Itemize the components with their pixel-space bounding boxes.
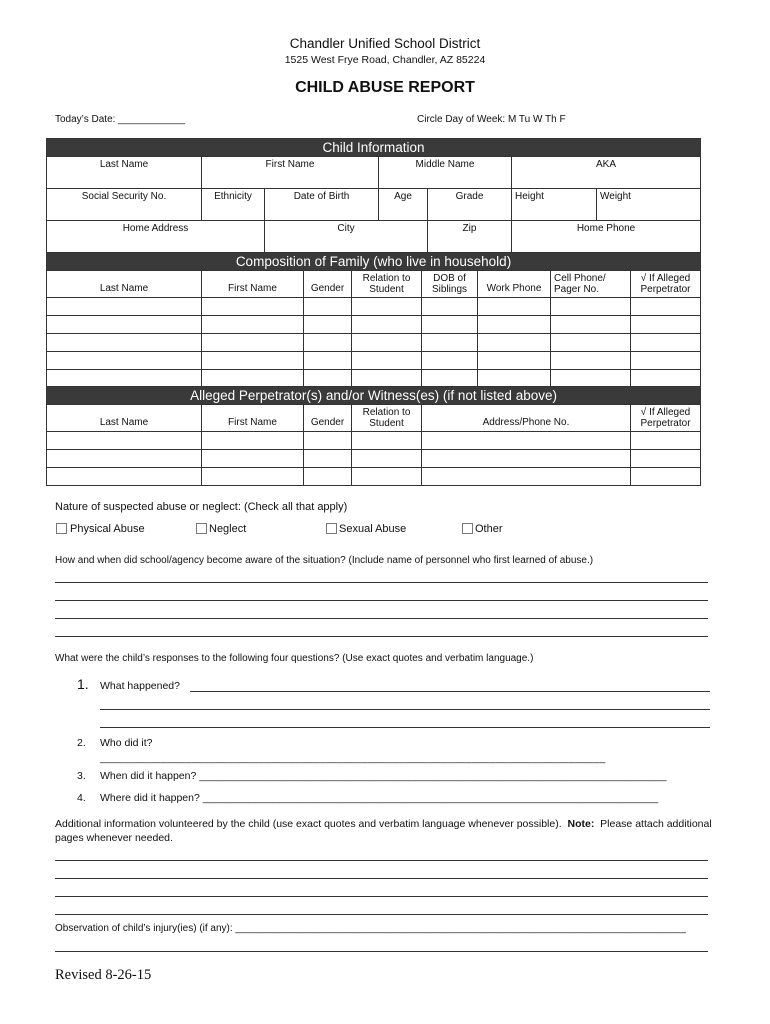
family-row[interactable]: [47, 316, 701, 334]
date-of-birth-field[interactable]: Date of Birth: [265, 189, 379, 221]
additional-info-answer-line[interactable]: [55, 896, 708, 897]
aka-field[interactable]: AKA: [512, 157, 701, 189]
family-composition-table: [46, 252, 701, 388]
perp-col-relation: Relation to Student: [352, 405, 422, 432]
child-information-header: Child Information: [47, 139, 701, 157]
todays-date-field[interactable]: Today’s Date: ____________: [55, 114, 185, 125]
perp-col-last-name: Last Name: [47, 405, 202, 432]
ethnicity-field[interactable]: Ethnicity: [202, 189, 265, 221]
middle-name-field[interactable]: Middle Name: [379, 157, 512, 189]
observation-answer-line[interactable]: [55, 951, 708, 952]
question-2-text: Who did it?: [100, 737, 153, 749]
neglect-checkbox[interactable]: [196, 523, 207, 534]
child-information-table: [46, 138, 701, 253]
perp-col-gender: Gender: [304, 405, 352, 432]
perpetrator-table: [46, 386, 701, 486]
additional-info-answer-line[interactable]: [55, 914, 708, 915]
home-phone-field[interactable]: Home Phone: [512, 221, 701, 253]
family-col-gender: Gender: [304, 271, 352, 298]
neglect-label: Neglect: [209, 523, 247, 535]
awareness-answer-line[interactable]: [55, 636, 708, 637]
family-col-perpetrator: √ If Alleged Perpetrator: [631, 271, 701, 298]
additional-info-answer-line[interactable]: [55, 878, 708, 879]
family-row[interactable]: [47, 334, 701, 352]
nature-of-abuse-label: Nature of suspected abuse or neglect: (Check all that apply): [55, 501, 348, 513]
weight-field[interactable]: Weight: [597, 189, 701, 221]
additional-info-label: Additional information volunteered by the child (use exact quotes and verbatim language whenever possible).: [55, 818, 562, 830]
awareness-answer-line[interactable]: [55, 618, 708, 619]
other-checkbox[interactable]: [462, 523, 473, 534]
family-row[interactable]: [47, 298, 701, 316]
perp-col-perpetrator: √ If Alleged Perpetrator: [631, 405, 701, 432]
family-col-relation: Relation to Student: [352, 271, 422, 298]
perpetrator-header: Alleged Perpetrator(s) and/or Witness(es) (if not listed above): [47, 387, 701, 405]
question-1-text: What happened?: [100, 680, 180, 692]
awareness-answer-line[interactable]: [55, 600, 708, 601]
question-2-answer-line[interactable]: ___________________________________________________________________________________: [100, 752, 606, 764]
sexual-abuse-checkbox[interactable]: [326, 523, 337, 534]
question-2-number: 2.: [77, 737, 86, 749]
family-col-work-phone: Work Phone: [478, 271, 551, 298]
additional-info-answer-line[interactable]: [55, 860, 708, 861]
district-name: Chandler Unified School District: [289, 36, 481, 51]
home-address-field[interactable]: Home Address: [47, 221, 265, 253]
perp-col-first-name: First Name: [202, 405, 304, 432]
question-4-text[interactable]: Where did it happen? ______________________________________________________________________________: [100, 792, 659, 804]
last-name-field[interactable]: Last Name: [47, 157, 202, 189]
family-row[interactable]: [47, 370, 701, 388]
zip-field[interactable]: Zip: [428, 221, 512, 253]
note-label: Note:: [567, 818, 595, 830]
revision-date: Revised 8-26-15: [55, 967, 152, 983]
family-col-last-name: Last Name: [47, 271, 202, 298]
family-composition-header: Composition of Family (who live in household): [47, 253, 701, 271]
question-1-answer-line[interactable]: [190, 691, 710, 692]
sexual-abuse-label: Sexual Abuse: [339, 523, 407, 535]
perpetrator-row[interactable]: [47, 450, 701, 468]
family-col-dob-siblings: DOB of Siblings: [422, 271, 478, 298]
ssn-field[interactable]: Social Security No.: [47, 189, 202, 221]
day-of-week-field[interactable]: Circle Day of Week: M Tu W Th F: [417, 114, 566, 125]
question-4-number: 4.: [77, 792, 86, 804]
awareness-question: How and when did school/agency become aware of the situation? (Include name of personnel who first learned of abuse.): [55, 555, 594, 566]
physical-abuse-label: Physical Abuse: [70, 523, 145, 535]
grade-field[interactable]: Grade: [428, 189, 512, 221]
question-1-number: 1.: [77, 676, 89, 692]
other-label: Other: [475, 523, 503, 535]
first-name-field[interactable]: First Name: [202, 157, 379, 189]
four-questions-intro: What were the child’s responses to the following four questions? (Use exact quotes and verbatim language.): [55, 653, 534, 664]
height-field[interactable]: Height: [512, 189, 597, 221]
family-row[interactable]: [47, 352, 701, 370]
question-3-number: 3.: [77, 770, 86, 782]
awareness-answer-line[interactable]: [55, 582, 708, 583]
question-1-answer-line[interactable]: [100, 709, 710, 710]
question-1-answer-line[interactable]: [100, 727, 710, 728]
age-field[interactable]: Age: [379, 189, 428, 221]
perpetrator-row[interactable]: [47, 432, 701, 450]
note-text: Please attach additional pages whenever needed.: [55, 818, 712, 844]
observation-field[interactable]: Observation of child’s injury(ies) (if any): _________________________________________________________________________________: [55, 923, 686, 934]
perp-col-address-phone: Address/Phone No.: [422, 405, 631, 432]
question-3-text[interactable]: When did it happen? ________________________________________________________________________________: [100, 770, 667, 782]
district-address: 1525 West Frye Road, Chandler, AZ 85224: [284, 54, 486, 66]
city-field[interactable]: City: [265, 221, 428, 253]
family-col-cell-phone: Cell Phone/ Pager No.: [551, 271, 631, 298]
additional-info-text: [55, 817, 715, 845]
perpetrator-row[interactable]: [47, 468, 701, 486]
physical-abuse-checkbox[interactable]: [56, 523, 67, 534]
form-title: CHILD ABUSE REPORT: [295, 79, 475, 96]
family-col-first-name: First Name: [202, 271, 304, 298]
